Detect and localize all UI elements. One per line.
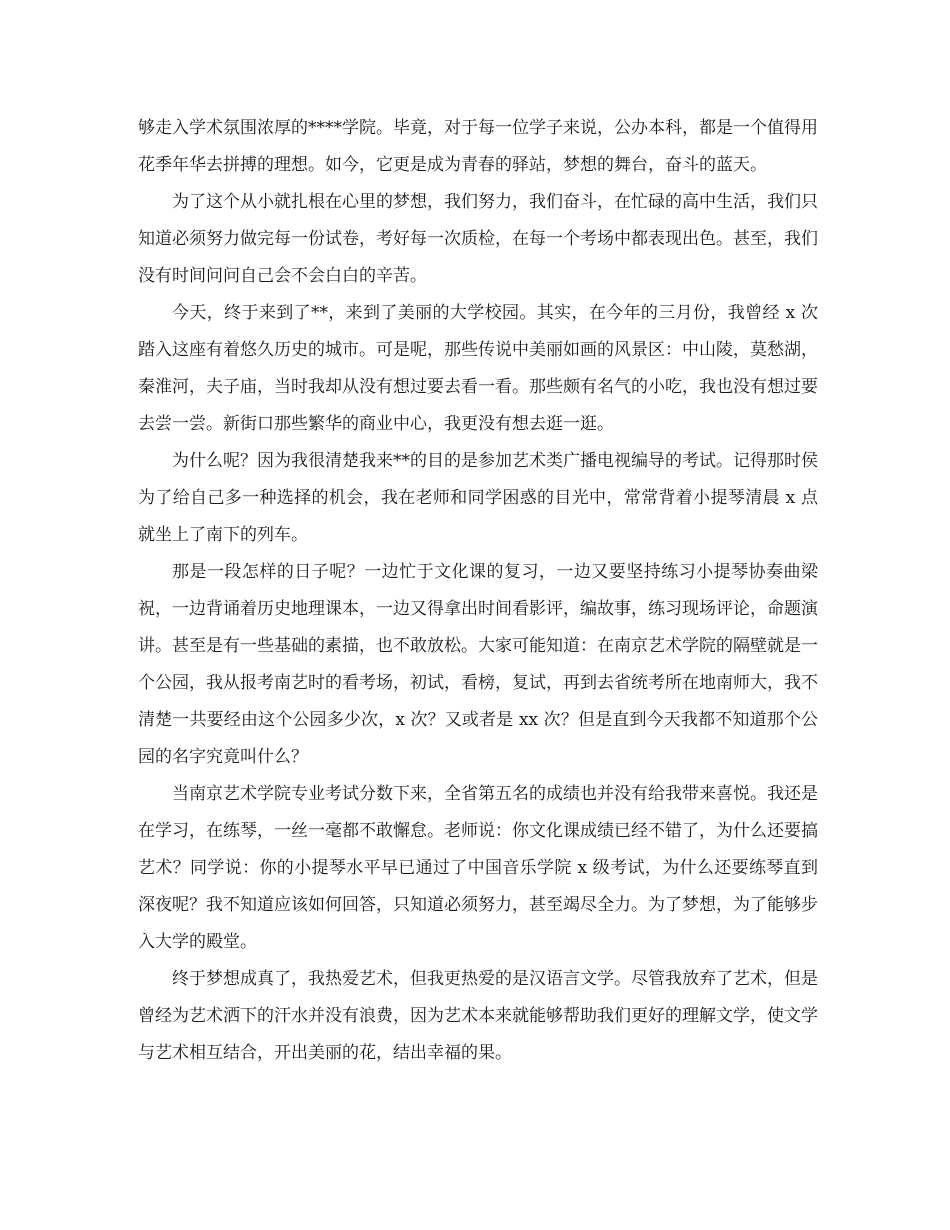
- paragraph-1: 够走入学术氛围浓厚的****学院。毕竟，对于每一位学子来说，公办本科，都是一个值得用花季年华去拼搏的理想。如今，它更是成为青春的驿站，梦想的舞台，奋斗的蓝天。: [138, 118, 818, 175]
- paragraph-4: 为什么呢？因为我很清楚我来**的目的是参加艺术类广播电视编导的考试。记得那时侯为了给自己多一种选择的机会，我在老师和同学困惑的目光中，常常背着小提琴清晨 x 点就坐上了南下的列车。: [138, 451, 818, 545]
- paragraph-2: 为了这个从小就扎根在心里的梦想，我们努力，我们奋斗，在忙碌的高中生活，我们只知道必须努力做完每一份试卷，考好每一次质检，在每一个考场中都表现出色。甚至，我们没有时间问问自己会不会白白的辛苦。: [138, 192, 818, 286]
- paragraph-5: 那是一段怎样的日子呢？一边忙于文化课的复习，一边又要坚持练习小提琴协奏曲梁祝，一边背诵着历史地理课本，一边又得拿出时间看影评，编故事，练习现场评论，命题演讲。甚至是有一些基础的素描，也不敢放松。大家可能知道：在南京艺术学院的隔壁就是一个公园，我从报考南艺时的看考场，初试，看榜，复试，再到去省统考所在地南师大，我不清楚一共要经由这个公园多少次，x 次？又或者是 xx 次？但是直到今天我都不知道那个公园的名字究竟叫什么？: [138, 562, 818, 767]
- document-body: [138, 110, 818, 1072]
- paragraph-7: 终于梦想成真了，我热爱艺术，但我更热爱的是汉语言文学。尽管我放弃了艺术，但是曾经为艺术洒下的汗水并没有浪费，因为艺术本来就能够帮助我们更好的理解文学，使文学与艺术相互结合，开出美丽的花，结出幸福的果。: [138, 969, 818, 1063]
- paragraph-6: 当南京艺术学院专业考试分数下来，全省第五名的成绩也并没有给我带来喜悦。我还是在学习，在练琴，一丝一毫都不敢懈怠。老师说：你文化课成绩已经不错了，为什么还要搞艺术？同学说：你的小提琴水平早已通过了中国音乐学院 x 级考试，为什么还要练琴直到深夜呢？我不知道应该如何回答，只知道必须努力，甚至竭尽全力。为了梦想，为了能够步入大学的殿堂。: [138, 784, 818, 952]
- paragraph-3: 今天，终于来到了**，来到了美丽的大学校园。其实，在今年的三月份，我曾经 x 次踏入这座有着悠久历史的城市。可是呢，那些传说中美丽如画的风景区：中山陵，莫愁湖，秦淮河，夫子庙，当时我却从没有想过要去看一看。那些颇有名气的小吃，我也没有想过要去尝一尝。新街口那些繁华的商业中心，我更没有想去逛一逛。: [138, 303, 818, 434]
